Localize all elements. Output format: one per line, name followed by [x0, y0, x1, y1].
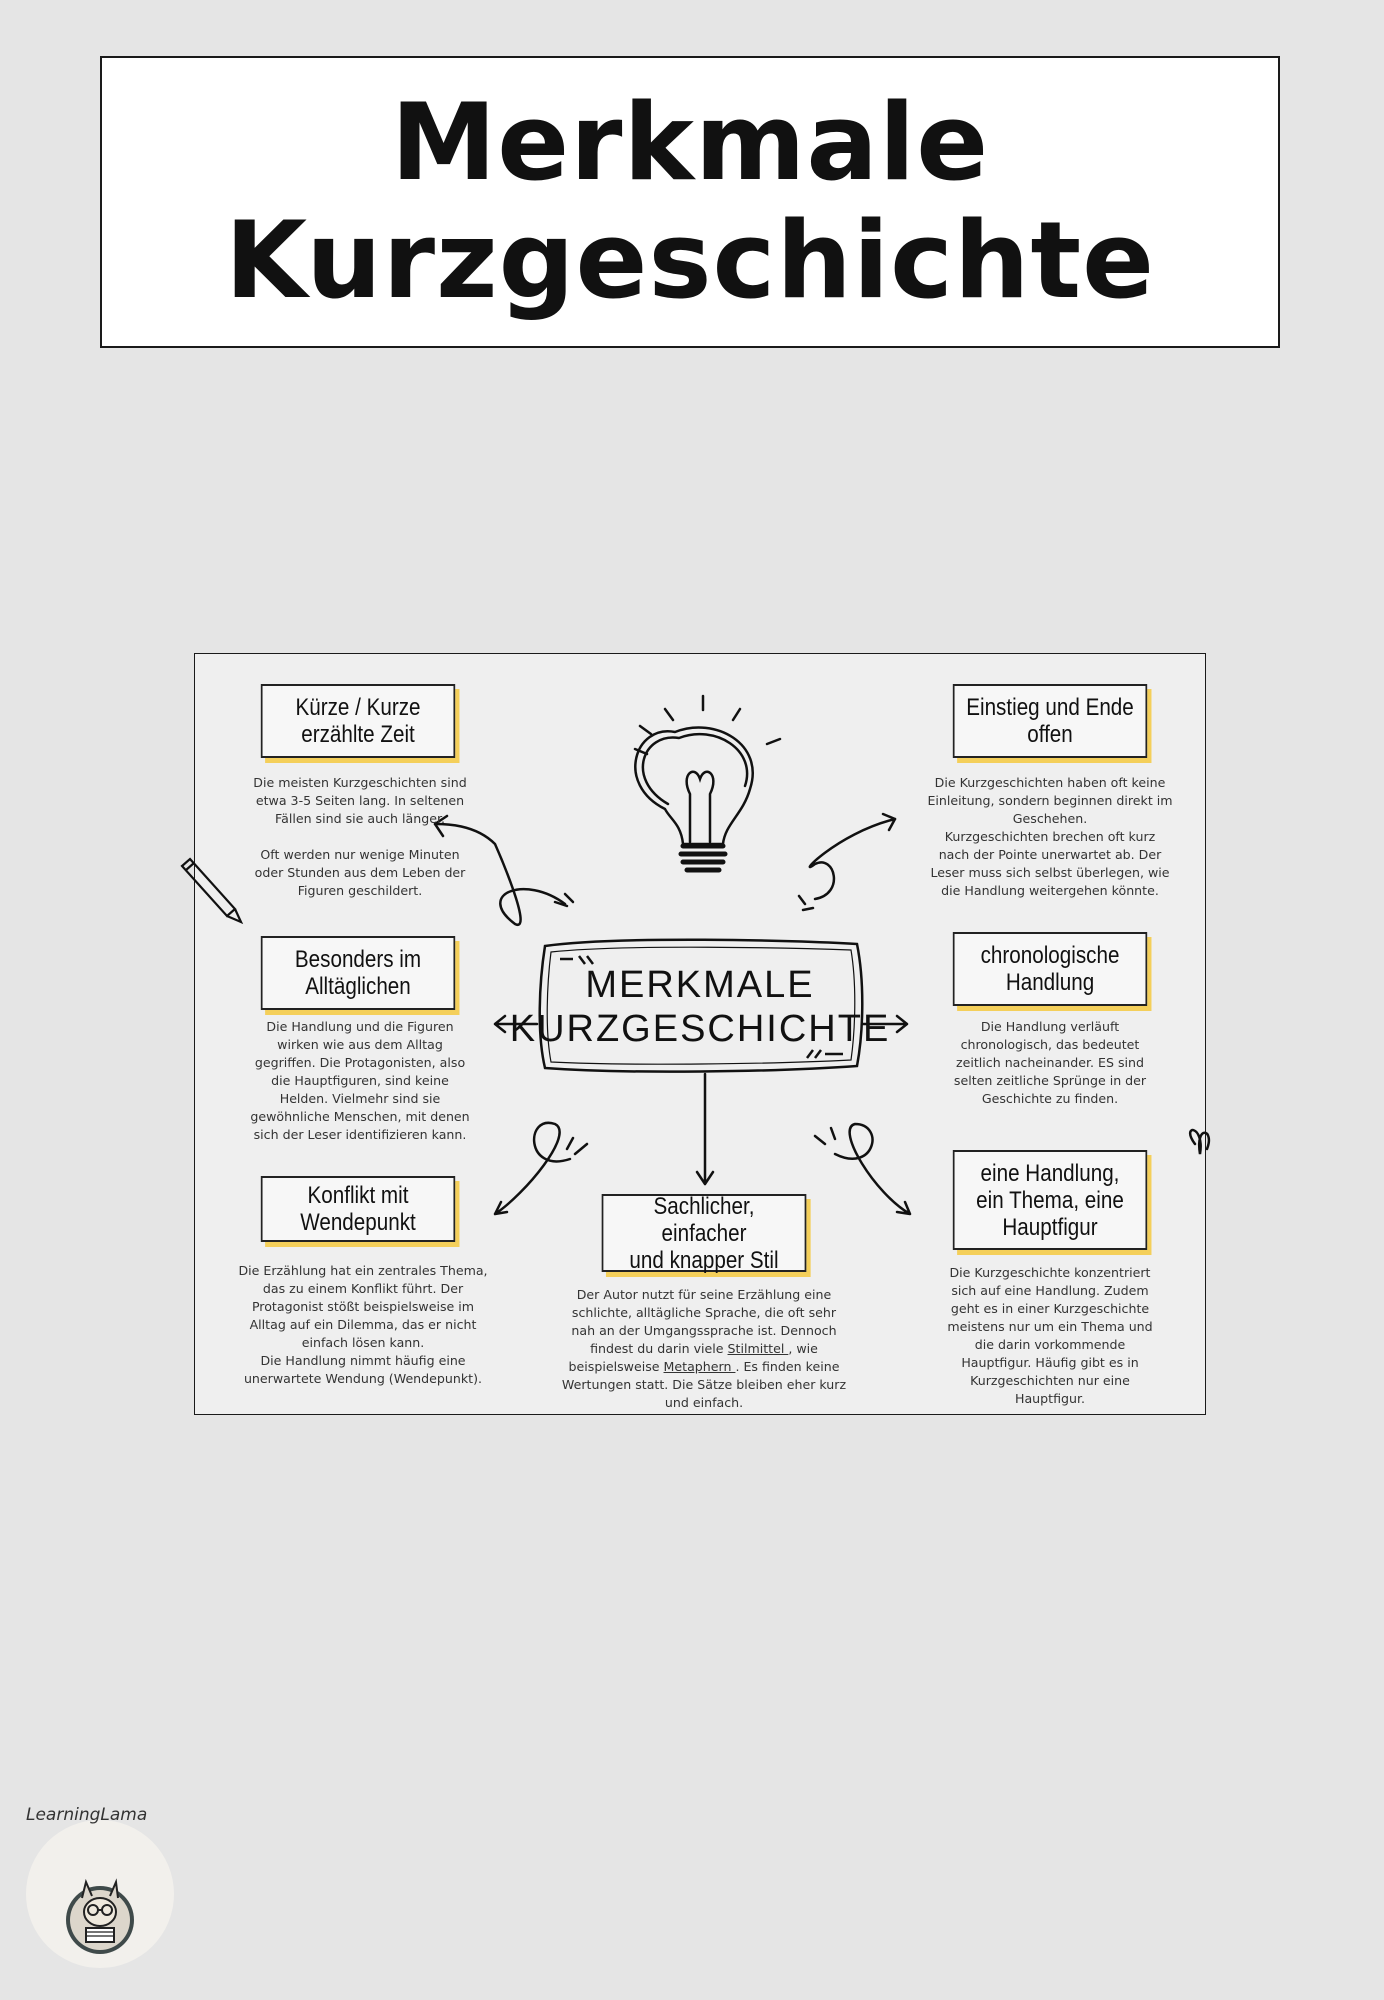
topic-text-alltag: Die Handlung und die Figuren wirken wie aus dem Alltag gegriffen. Die Protagonisten, also die Hauptfiguren, sind keine Helden. Vielmehr sind sie gewöhnliche Menschen, mit denen sich der Leser identifizieren kann. [250, 1019, 470, 1142]
title-line-2: Kurzgeschichte [224, 199, 1156, 322]
metaphern-link[interactable]: Metaphern [663, 1359, 736, 1374]
stil-text-part-3: . Es finden keine Wertungen statt. Die Sätze bleiben eher kurz und einfach. [561, 1359, 847, 1410]
center-title-line-2: KURZGESCHICHTE [509, 1007, 891, 1050]
topic-heading-kuerze: Kürze / Kurze erzählte Zeit [261, 684, 455, 758]
topic-text-handlung: Die Kurzgeschichte konzentriert sich auf eine Handlung. Zudem geht es in einer Kurzgeschichte meistens nur um ein Thema und die darin vorkommende Hauptfigur. Häufig gibt es in Kurzgeschichten nur eine Hauptfigur. [947, 1265, 1153, 1406]
mindmap-center-title [509, 939, 891, 1074]
lightbulb-icon [635, 696, 780, 870]
topic-heading-konflikt: Konflikt mit Wendepunkt [261, 1176, 455, 1242]
topic-text-chronologisch: Die Handlung verläuft chronologisch, das bedeutet zeitlich nacheinander. ES sind selten zeitliche Sprünge in der Geschichte zu finden. [953, 1019, 1147, 1106]
topic-heading-handlung: eine Handlung, ein Thema, eine Hauptfigur [953, 1150, 1147, 1250]
page-title [100, 56, 1280, 348]
topic-heading-einstieg: Einstieg und Ende offen [953, 684, 1147, 758]
title-line-1: Merkmale [390, 81, 990, 204]
topic-text-einstieg: Die Kurzgeschichten haben oft keine Einleitung, sondern beginnen direkt im Geschehen. Kurzgeschichten brechen oft kurz nach der Pointe unerwartet ab. Der Leser muss sich selbst überlegen, wie die Handlung weitergehen könnte. [927, 775, 1173, 898]
topic-text-kuerze: Die meisten Kurzgeschichten sind etwa 3-5 Seiten lang. In seltenen Fällen sind sie auch länger. Oft werden nur wenige Minuten oder Stunden aus dem Leben der Figuren geschildert. [253, 775, 467, 898]
center-title-line-1: MERKMALE [585, 963, 815, 1006]
topic-heading-alltag: Besonders im Alltäglichen [261, 936, 455, 1010]
logo [26, 1805, 174, 1968]
mindmap-image [194, 653, 1206, 1415]
topic-text-konflikt: Die Erzählung hat ein zentrales Thema, das zu einem Konflikt führt. Der Protagonist stößt beispielsweise im Alltag auf ein Dilemma, das er nicht einfach lösen kann. Die Handlung nimmt häufig eine unerwartete Wendung (Wendepunkt). [238, 1263, 488, 1386]
logo-text: LearningLama [26, 1805, 148, 1825]
topic-text-stil [545, 1286, 863, 1412]
topic-heading-stil: Sachlicher, einfacher und knapper Stil [602, 1194, 807, 1272]
topic-heading-chronologisch: chronologische Handlung [953, 932, 1147, 1006]
stil-text-part-1: Der Autor nutzt für seine Erzählung eine schlichte, alltägliche Sprache, die oft sehr nah an der Umgangssprache ist. Dennoch findest du darin viele [571, 1287, 837, 1356]
llama-icon [26, 1805, 174, 1968]
stilmittel-link[interactable]: Stilmittel [727, 1341, 789, 1356]
stil-text-part-2: , wie beispielsweise [568, 1341, 818, 1374]
